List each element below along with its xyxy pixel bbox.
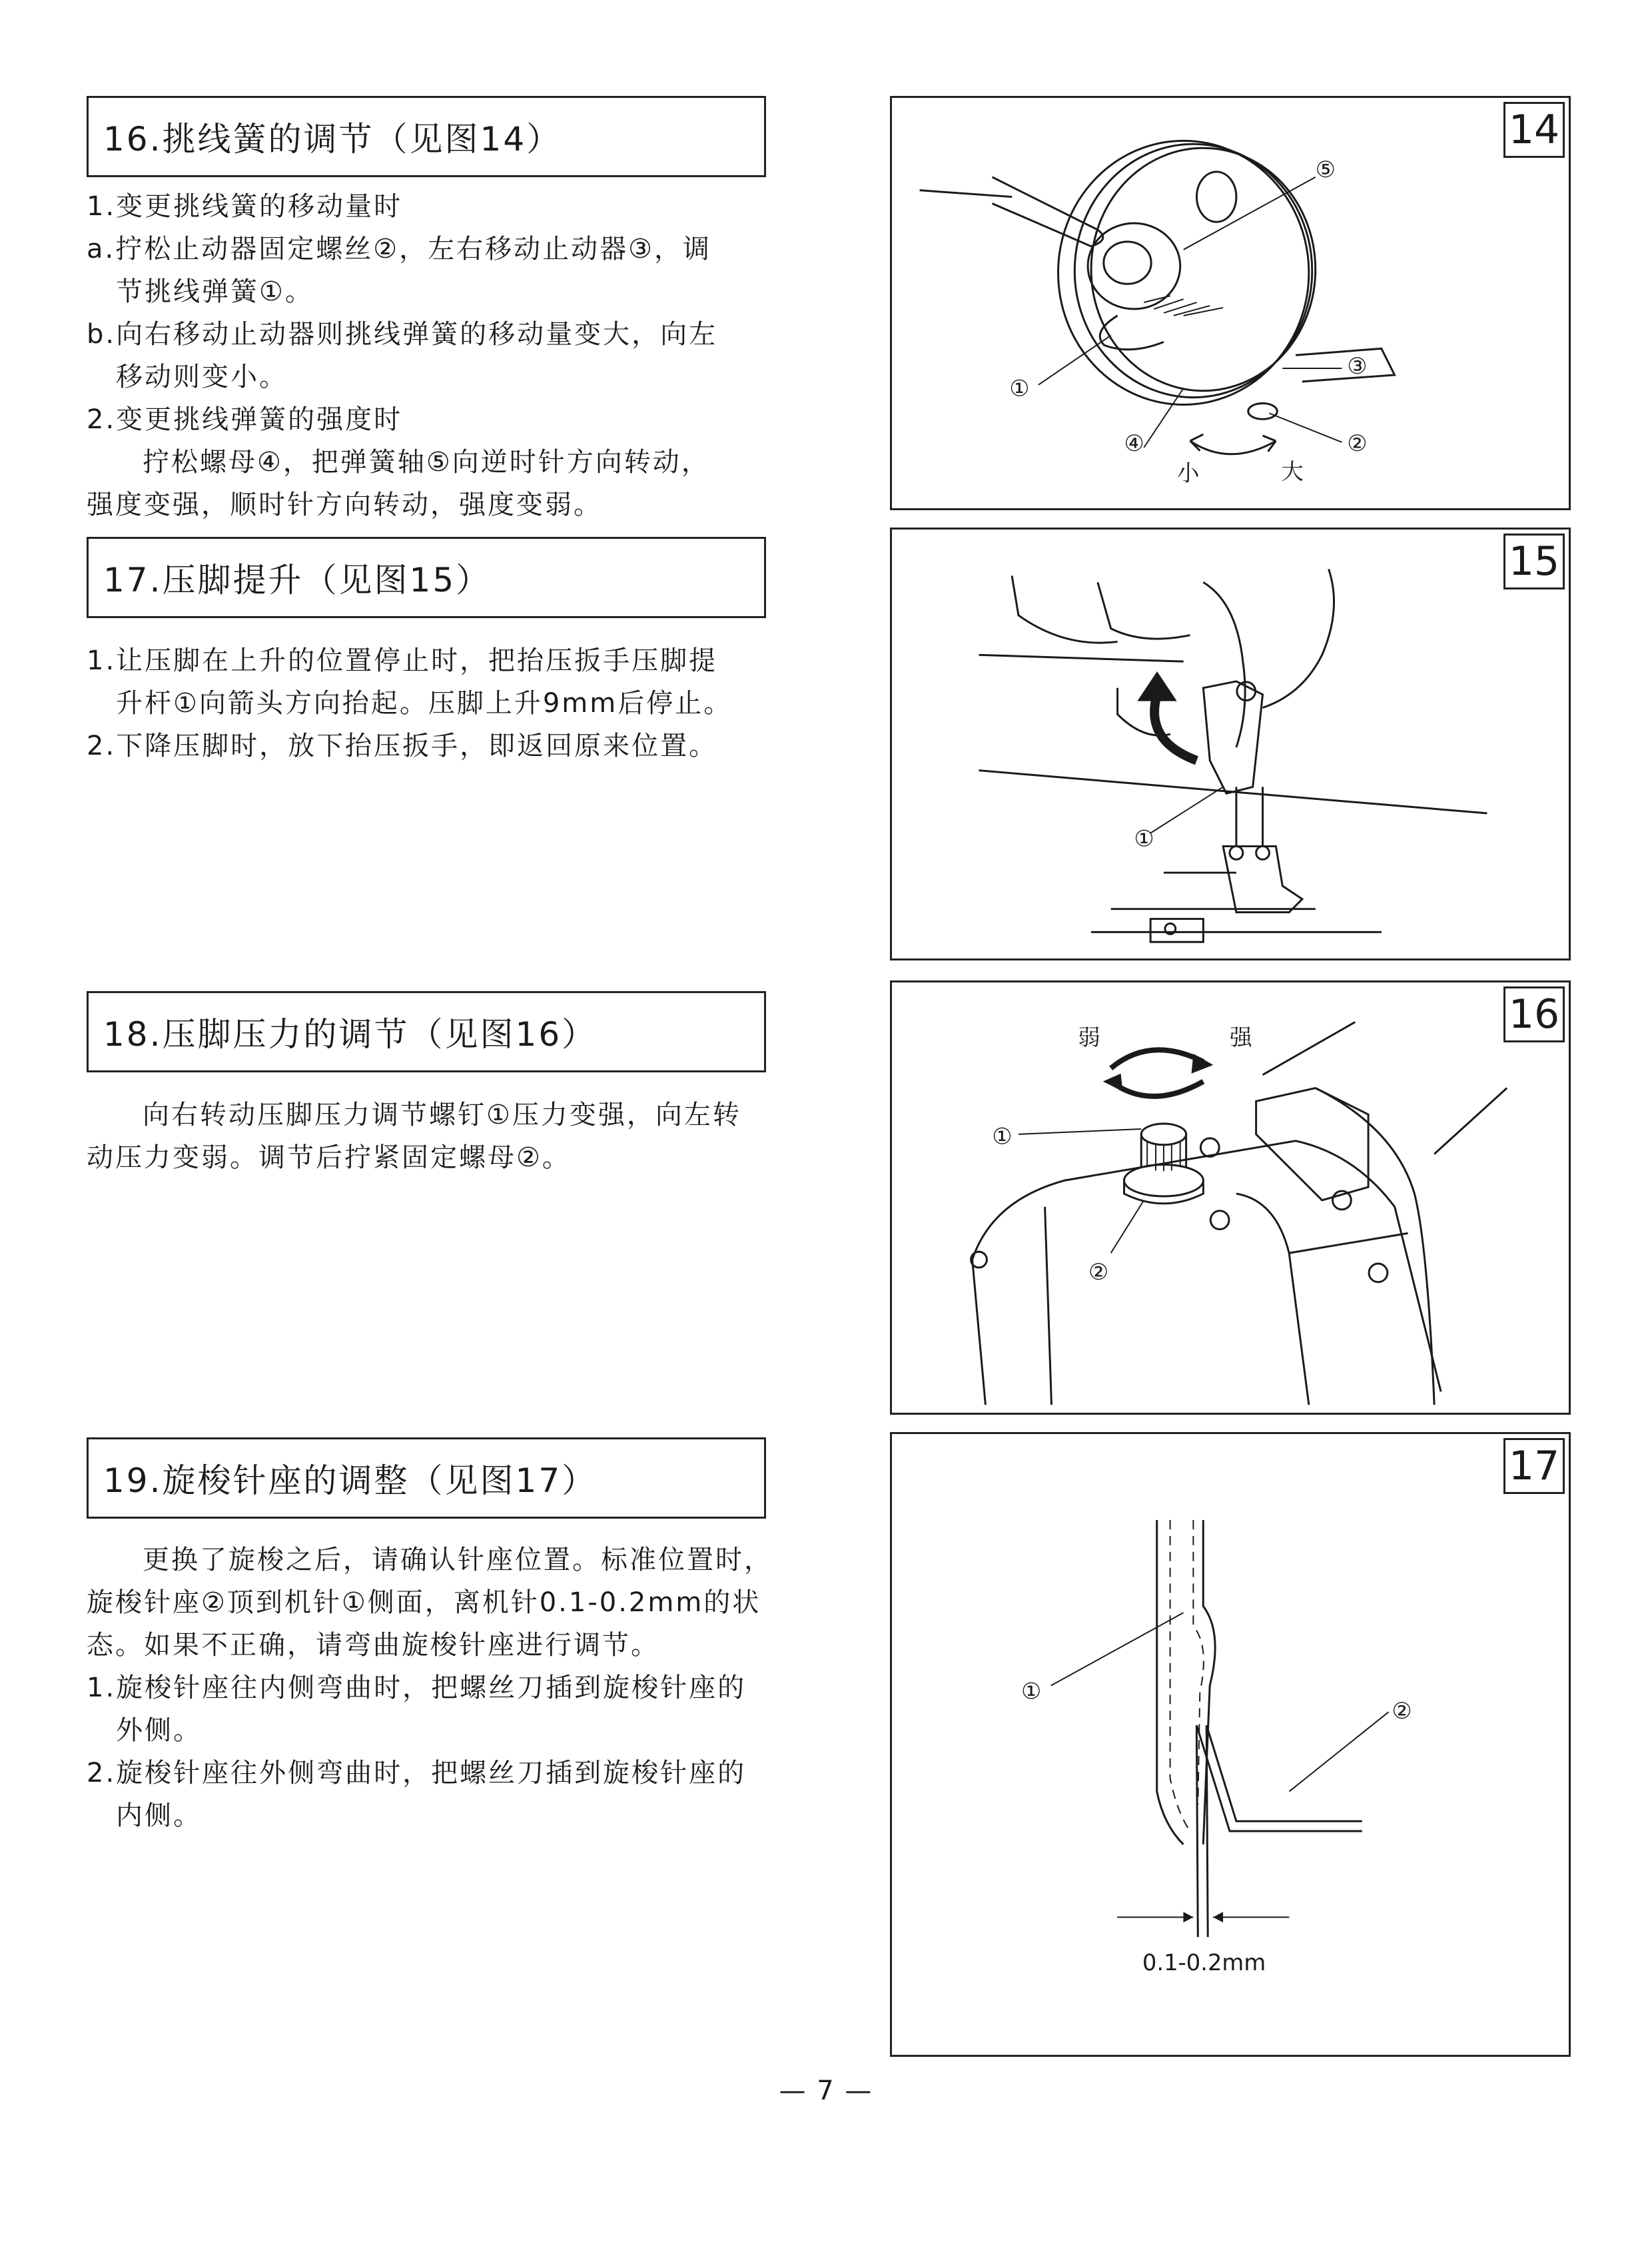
figure-17-drawing <box>892 1434 1569 2055</box>
section-16-title-text: 16.挑线簧的调节（见图14） <box>103 120 562 159</box>
pressure-screw <box>1141 1124 1186 1145</box>
figure-16 <box>890 980 1571 1415</box>
figure-17-number: 17 <box>1503 1438 1565 1494</box>
section-19-title-text: 19.旋梭针座的调整（见图17） <box>103 1461 598 1500</box>
section-16-line-5: 移动则变小。 <box>116 362 288 392</box>
figure-15 <box>890 528 1571 960</box>
figure-17 <box>890 1432 1571 2057</box>
section-16-line-4: b.向右移动止动器则挑线弹簧的移动量变大，向左 <box>87 319 718 350</box>
fig16-callout-2: ② <box>1088 1258 1109 1285</box>
section-17-title-text: 17.压脚提升（见图15） <box>103 561 492 599</box>
section-16-title <box>87 96 766 177</box>
fig14-callout-2: ② <box>1347 430 1368 456</box>
stopper <box>1296 348 1395 382</box>
section-19-line-5: 外侧。 <box>116 1715 202 1746</box>
fig14-label-small: 小 <box>1176 460 1200 486</box>
fig17-callout-1: ① <box>1021 1678 1042 1704</box>
section-18-line-1: 向右转动压脚压力调节螺钉①压力变强，向左转 <box>143 1100 741 1130</box>
fig14-callout-5: ⑤ <box>1315 156 1336 183</box>
section-17-line-3: 2.下降压脚时，放下抬压扳手，即返回原来位置。 <box>87 731 718 761</box>
section-17-title <box>87 537 766 618</box>
section-16-body <box>87 185 793 526</box>
figure-14-drawing <box>892 98 1569 508</box>
take-up-spring <box>1100 316 1164 350</box>
section-19-title <box>87 1437 766 1519</box>
fig17-gap-label: 0.1-0.2mm <box>1142 1949 1266 1976</box>
section-18-body <box>87 1094 793 1179</box>
needle-guard <box>1196 1725 1362 1831</box>
presser-foot <box>1223 847 1302 913</box>
figure-14-number: 14 <box>1503 102 1565 158</box>
section-17-line-1: 1.让压脚在上升的位置停止时，把抬压扳手压脚提 <box>87 645 718 676</box>
section-16-line-2: a.拧松止动器固定螺丝②，左右移动止动器③，调 <box>87 234 711 264</box>
fig15-callout-1: ① <box>1134 825 1154 852</box>
rotate-arrow-top <box>1111 1050 1204 1068</box>
adjust-arrow <box>1190 441 1276 454</box>
section-18-title-text: 18.压脚压力的调节（见图16） <box>103 1015 598 1054</box>
figure-16-drawing <box>892 982 1569 1413</box>
section-16-line-3: 节挑线弹簧①。 <box>116 276 314 307</box>
fig14-callout-1: ① <box>1009 375 1030 402</box>
rotate-arrow-bottom <box>1111 1082 1204 1096</box>
screwdriver-shape <box>992 177 1102 246</box>
section-18-line-2: 动压力变弱。调节后拧紧固定螺母②。 <box>87 1142 571 1173</box>
section-19-body <box>87 1539 793 1837</box>
section-19-line-1: 更换了旋梭之后，请确认针座位置。标准位置时， <box>143 1545 773 1575</box>
fig14-label-large: 大 <box>1281 458 1304 485</box>
section-17-body <box>87 639 793 767</box>
needle-right-edge <box>1203 1520 1215 1844</box>
figure-15-drawing <box>892 530 1569 958</box>
fig16-callout-1: ① <box>992 1123 1013 1150</box>
section-16-line-6: 2.变更挑线弹簧的强度时 <box>87 404 403 435</box>
section-19-line-3: 态。如果不正确，请弯曲旋梭针座进行调节。 <box>87 1630 659 1661</box>
section-18-title <box>87 991 766 1072</box>
fig16-label-strong: 强 <box>1230 1024 1252 1051</box>
section-19-line-7: 内侧。 <box>116 1800 202 1831</box>
section-16-line-1: 1.变更挑线簧的移动量时 <box>87 191 403 222</box>
fig17-callout-2: ② <box>1392 1698 1412 1724</box>
fig14-callout-3: ③ <box>1347 352 1368 379</box>
machine-arm-outline <box>1012 575 1118 643</box>
fig16-label-weak: 弱 <box>1078 1024 1100 1051</box>
section-17-line-2: 升杆①向箭头方向抬起。压脚上升9mm后停止。 <box>116 688 733 719</box>
presser-lifter-lever <box>1203 681 1262 793</box>
section-19-line-6: 2.旋梭针座往外侧弯曲时，把螺丝刀插到旋梭针座的 <box>87 1758 747 1788</box>
stopper-screw <box>1248 404 1278 420</box>
figure-15-number: 15 <box>1503 534 1565 589</box>
section-19-line-2: 旋梭针座②顶到机针①侧面，离机针0.1-0.2mm的状 <box>87 1587 761 1618</box>
figure-14 <box>890 96 1571 510</box>
fig14-callout-4: ④ <box>1124 430 1144 456</box>
lift-arrow <box>1154 695 1196 761</box>
section-19-line-4: 1.旋梭针座往内侧弯曲时，把螺丝刀插到旋梭针座的 <box>87 1673 747 1703</box>
section-16-line-8: 强度变强，顺时针方向转动，强度变弱。 <box>87 490 602 520</box>
figure-16-number: 16 <box>1503 986 1565 1042</box>
page-number: — 7 — <box>779 2075 873 2106</box>
section-16-line-7: 拧松螺母④，把弹簧轴⑤向逆时针方向转动， <box>143 447 710 478</box>
